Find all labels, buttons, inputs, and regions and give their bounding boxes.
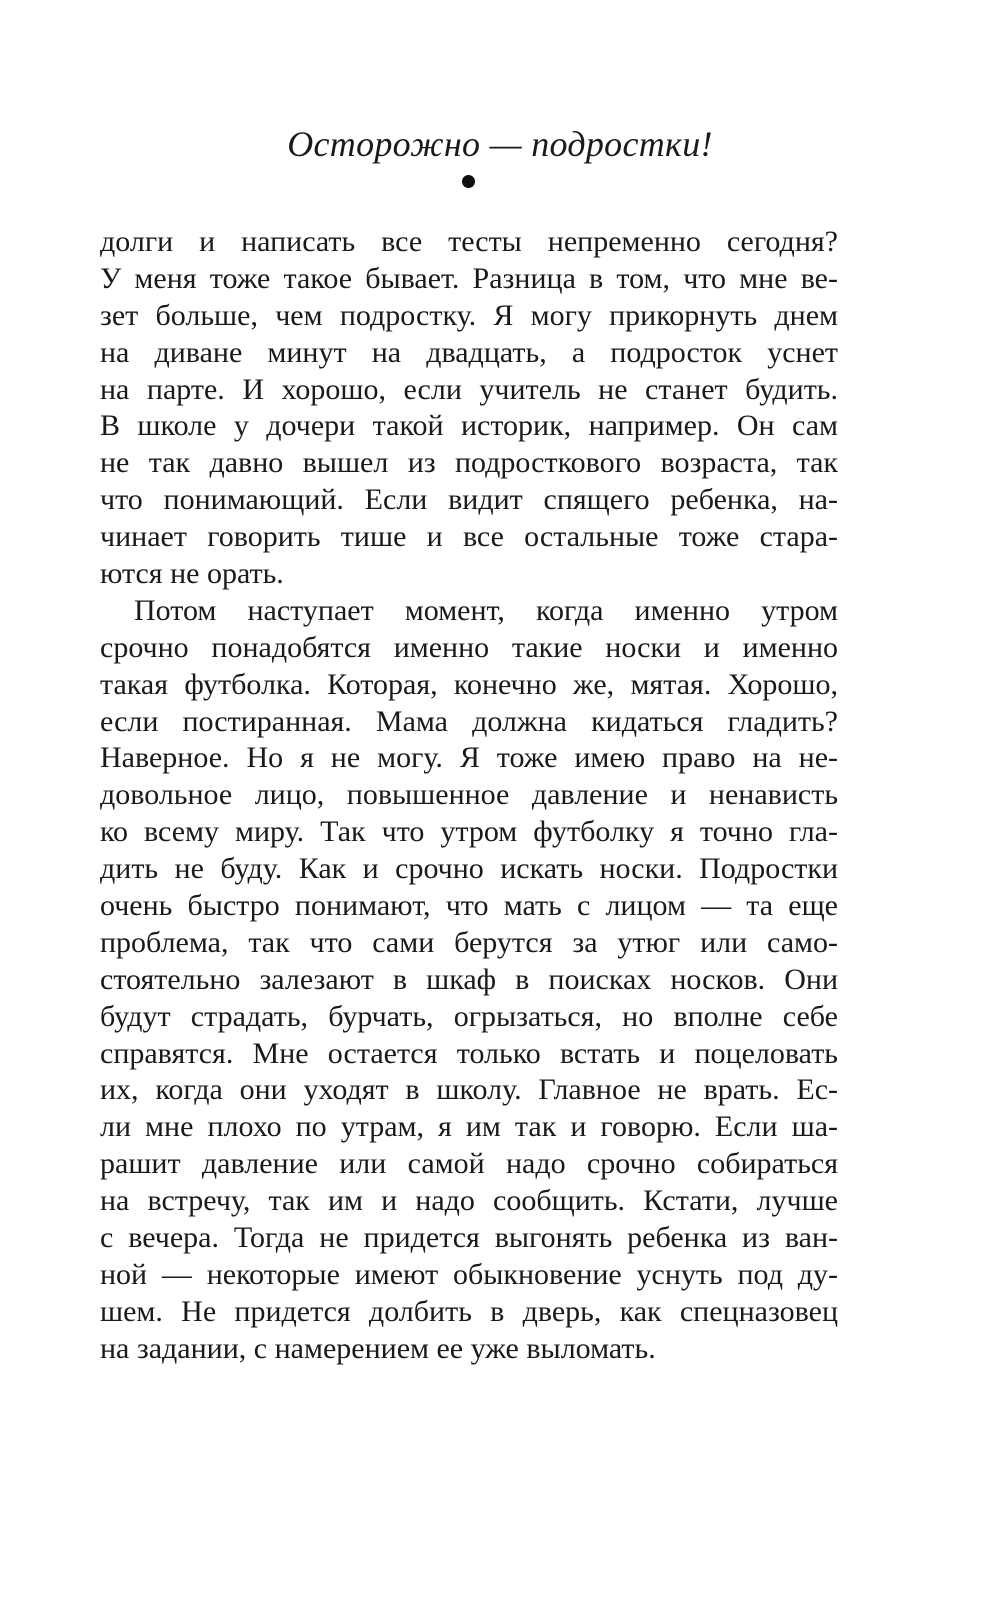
text-line: справятся. Мне остается только встать и поцеловать	[100, 1036, 838, 1070]
text-line: Наверное. Но я не могу. Я тоже имею право на не-	[100, 741, 838, 775]
text-line: если постиранная. Мама должна кидаться гладить?	[100, 704, 838, 738]
text-line: будут страдать, бурчать, огрызаться, но вполне себе	[100, 999, 838, 1033]
text-line: рашит давление или самой надо срочно собираться	[100, 1147, 838, 1181]
text-line: на диване минут на двадцать, а подросток уснет	[100, 335, 838, 369]
text-line: ли мне плохо по утрам, я им так и говорю. Если ша-	[100, 1110, 838, 1144]
text-line: что понимающий. Если видит спящего ребенка, на-	[100, 483, 838, 517]
text-line: ко всему миру. Так что утром футболку я точно гла-	[100, 815, 838, 849]
text-line: с вечера. Тогда не придется выгонять ребенка из ван-	[100, 1221, 838, 1255]
text-line: проблема, так что сами берутся за утюг или само-	[100, 925, 838, 959]
text-line: В школе у дочери такой историк, например. Он сам	[100, 409, 838, 443]
text-line: очень быстро понимают, что мать с лицом — та еще	[100, 889, 838, 923]
text-line: не так давно вышел из подросткового возраста, так	[100, 446, 838, 480]
text-line: на встречу, так им и надо сообщить. Кстати, лучше	[100, 1184, 838, 1218]
running-head-title: Осторожно — подростки!	[287, 124, 713, 164]
text-line: такая футболка. Которая, конечно же, мятая. Хорошо,	[100, 667, 838, 701]
text-line: долги и написать все тесты непременно сегодня?	[100, 225, 838, 258]
text-line: У меня тоже такое бывает. Разница в том, что мне ве-	[100, 261, 838, 295]
text-line: ной — некоторые имеют обыкновение уснуть под ду-	[100, 1257, 838, 1291]
text-line: довольное лицо, повышенное давление и ненависть	[100, 778, 838, 812]
text-line: срочно понадобятся именно такие носки и именно	[100, 630, 838, 664]
bullet-ornament-icon	[462, 175, 475, 188]
text-line: их, когда они уходят в школу. Главное не врать. Ес-	[100, 1073, 838, 1107]
text-line: дить не буду. Как и срочно искать носки. Подростки	[100, 852, 838, 886]
text-line: зет больше, чем подростку. Я могу прикорнуть днем	[100, 298, 838, 332]
text-line: ются не орать.	[100, 557, 284, 591]
text-line: шем. Не придется долбить в дверь, как спецназовец	[100, 1294, 838, 1328]
paragraph	[100, 224, 838, 593]
text-line: на задании, с намерением ее уже выломать.	[100, 1331, 656, 1365]
paragraph	[100, 593, 838, 1368]
text-line: Потом наступает момент, когда именно утром	[134, 593, 838, 627]
text-line: стоятельно залезают в шкаф в поисках носков. Они	[100, 962, 838, 996]
text-line: на парте. И хорошо, если учитель не станет будить.	[100, 372, 838, 406]
text-line: чинает говорить тише и все остальные тоже стара-	[100, 520, 838, 554]
body-text	[100, 224, 838, 1368]
